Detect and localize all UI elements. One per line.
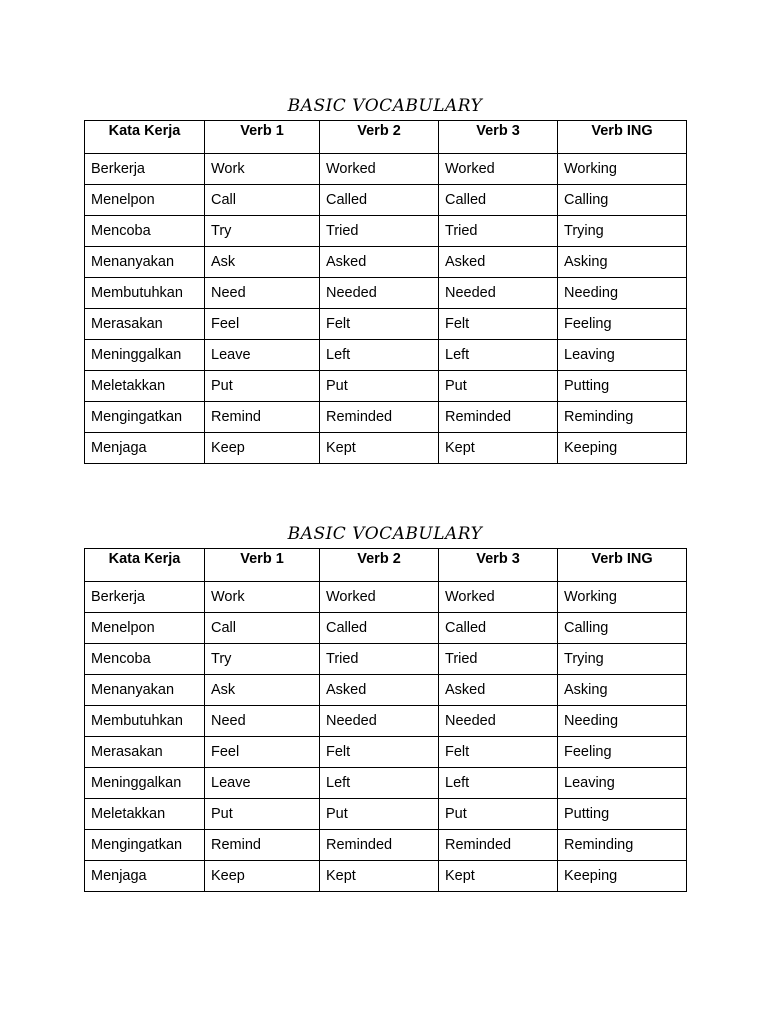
- table-cell: Asking: [558, 675, 687, 706]
- table-cell: Kept: [439, 861, 558, 892]
- table-cell: Worked: [320, 582, 439, 613]
- table-cell: Membutuhkan: [85, 706, 205, 737]
- table-cell: Put: [439, 799, 558, 830]
- table-cell: Put: [205, 799, 320, 830]
- table-cell: Left: [439, 340, 558, 371]
- table-cell: Tried: [439, 644, 558, 675]
- table-row: [85, 737, 687, 768]
- table-cell: Call: [205, 613, 320, 644]
- table-cell: Mengingatkan: [85, 830, 205, 861]
- table-row: [85, 154, 687, 185]
- table-cell: Tried: [320, 644, 439, 675]
- table-cell: Feeling: [558, 309, 687, 340]
- table-cell: Menelpon: [85, 185, 205, 216]
- table-cell: Reminding: [558, 830, 687, 861]
- table-cell: Work: [205, 582, 320, 613]
- table-cell: Put: [320, 371, 439, 402]
- table-row: [85, 799, 687, 830]
- table-cell: Felt: [320, 309, 439, 340]
- table-cell: Kept: [439, 433, 558, 464]
- table-cell: Put: [320, 799, 439, 830]
- column-header: Verb 3: [439, 121, 558, 154]
- table-cell: Menanyakan: [85, 675, 205, 706]
- table-row: [85, 216, 687, 247]
- table-cell: Asked: [320, 675, 439, 706]
- table-cell: Felt: [439, 737, 558, 768]
- column-header: Verb 1: [205, 549, 320, 582]
- table-cell: Merasakan: [85, 309, 205, 340]
- table-row: [85, 402, 687, 433]
- table-cell: Keep: [205, 433, 320, 464]
- table-cell: Menjaga: [85, 861, 205, 892]
- table-cell: Feel: [205, 737, 320, 768]
- table-cell: Keep: [205, 861, 320, 892]
- table-cell: Trying: [558, 644, 687, 675]
- table-cell: Meninggalkan: [85, 768, 205, 799]
- table-cell: Meletakkan: [85, 371, 205, 402]
- table-cell: Leaving: [558, 768, 687, 799]
- table-cell: Berkerja: [85, 154, 205, 185]
- column-header: Verb ING: [558, 121, 687, 154]
- table-cell: Kept: [320, 861, 439, 892]
- table-row: [85, 278, 687, 309]
- column-header: Verb 3: [439, 549, 558, 582]
- column-header: Verb 2: [320, 121, 439, 154]
- table-cell: Work: [205, 154, 320, 185]
- table-row: [85, 309, 687, 340]
- table-cell: Asked: [439, 247, 558, 278]
- table-cell: Felt: [320, 737, 439, 768]
- table-cell: Try: [205, 216, 320, 247]
- table-cell: Try: [205, 644, 320, 675]
- table-row: [85, 706, 687, 737]
- table-row: [85, 185, 687, 216]
- table-header-row: [85, 549, 687, 582]
- table-cell: Called: [320, 185, 439, 216]
- table-cell: Need: [205, 706, 320, 737]
- table-cell: Put: [439, 371, 558, 402]
- table-cell: Berkerja: [85, 582, 205, 613]
- column-header: Kata Kerja: [85, 121, 205, 154]
- table-cell: Asked: [439, 675, 558, 706]
- table-cell: Felt: [439, 309, 558, 340]
- table-cell: Working: [558, 582, 687, 613]
- table-cell: Reminded: [439, 830, 558, 861]
- table-cell: Need: [205, 278, 320, 309]
- table-cell: Mengingatkan: [85, 402, 205, 433]
- table-cell: Remind: [205, 830, 320, 861]
- table-cell: Reminded: [320, 402, 439, 433]
- vocabulary-section-2: [84, 520, 686, 892]
- table-cell: Mencoba: [85, 216, 205, 247]
- table-cell: Left: [320, 768, 439, 799]
- table-row: [85, 582, 687, 613]
- table-row: [85, 644, 687, 675]
- table-cell: Mencoba: [85, 644, 205, 675]
- table-cell: Menanyakan: [85, 247, 205, 278]
- table-cell: Needing: [558, 278, 687, 309]
- table-cell: Needing: [558, 706, 687, 737]
- table-cell: Working: [558, 154, 687, 185]
- vocabulary-table: [84, 548, 687, 892]
- table-cell: Feel: [205, 309, 320, 340]
- table-cell: Reminded: [320, 830, 439, 861]
- table-cell: Keeping: [558, 433, 687, 464]
- section-title: BASIC VOCABULARY: [287, 524, 483, 544]
- vocabulary-table: [84, 120, 687, 464]
- table-cell: Needed: [439, 278, 558, 309]
- table-cell: Worked: [439, 154, 558, 185]
- table-row: [85, 340, 687, 371]
- table-cell: Tried: [439, 216, 558, 247]
- table-cell: Asked: [320, 247, 439, 278]
- table-cell: Called: [320, 613, 439, 644]
- column-header: Verb 2: [320, 549, 439, 582]
- table-cell: Ask: [205, 247, 320, 278]
- table-row: [85, 861, 687, 892]
- table-row: [85, 675, 687, 706]
- table-cell: Reminding: [558, 402, 687, 433]
- table-row: [85, 433, 687, 464]
- table-cell: Feeling: [558, 737, 687, 768]
- column-header: Verb ING: [558, 549, 687, 582]
- table-cell: Leave: [205, 340, 320, 371]
- table-cell: Worked: [320, 154, 439, 185]
- section-title: BASIC VOCABULARY: [287, 96, 483, 116]
- table-cell: Called: [439, 613, 558, 644]
- table-cell: Membutuhkan: [85, 278, 205, 309]
- table-cell: Left: [320, 340, 439, 371]
- table-cell: Leave: [205, 768, 320, 799]
- table-row: [85, 768, 687, 799]
- table-cell: Needed: [320, 278, 439, 309]
- table-header-row: [85, 121, 687, 154]
- table-cell: Left: [439, 768, 558, 799]
- table-cell: Menelpon: [85, 613, 205, 644]
- table-cell: Called: [439, 185, 558, 216]
- table-cell: Meletakkan: [85, 799, 205, 830]
- table-cell: Put: [205, 371, 320, 402]
- table-cell: Meninggalkan: [85, 340, 205, 371]
- table-row: [85, 247, 687, 278]
- table-cell: Keeping: [558, 861, 687, 892]
- table-cell: Calling: [558, 613, 687, 644]
- table-cell: Call: [205, 185, 320, 216]
- table-cell: Putting: [558, 799, 687, 830]
- table-cell: Needed: [439, 706, 558, 737]
- table-cell: Merasakan: [85, 737, 205, 768]
- table-row: [85, 613, 687, 644]
- table-cell: Tried: [320, 216, 439, 247]
- table-cell: Needed: [320, 706, 439, 737]
- table-row: [85, 830, 687, 861]
- table-cell: Calling: [558, 185, 687, 216]
- column-header: Verb 1: [205, 121, 320, 154]
- table-row: [85, 371, 687, 402]
- table-cell: Ask: [205, 675, 320, 706]
- table-cell: Putting: [558, 371, 687, 402]
- table-cell: Leaving: [558, 340, 687, 371]
- table-cell: Reminded: [439, 402, 558, 433]
- vocabulary-section-1: [84, 92, 686, 464]
- table-cell: Remind: [205, 402, 320, 433]
- table-cell: Trying: [558, 216, 687, 247]
- table-cell: Kept: [320, 433, 439, 464]
- table-cell: Menjaga: [85, 433, 205, 464]
- column-header: Kata Kerja: [85, 549, 205, 582]
- table-cell: Asking: [558, 247, 687, 278]
- table-cell: Worked: [439, 582, 558, 613]
